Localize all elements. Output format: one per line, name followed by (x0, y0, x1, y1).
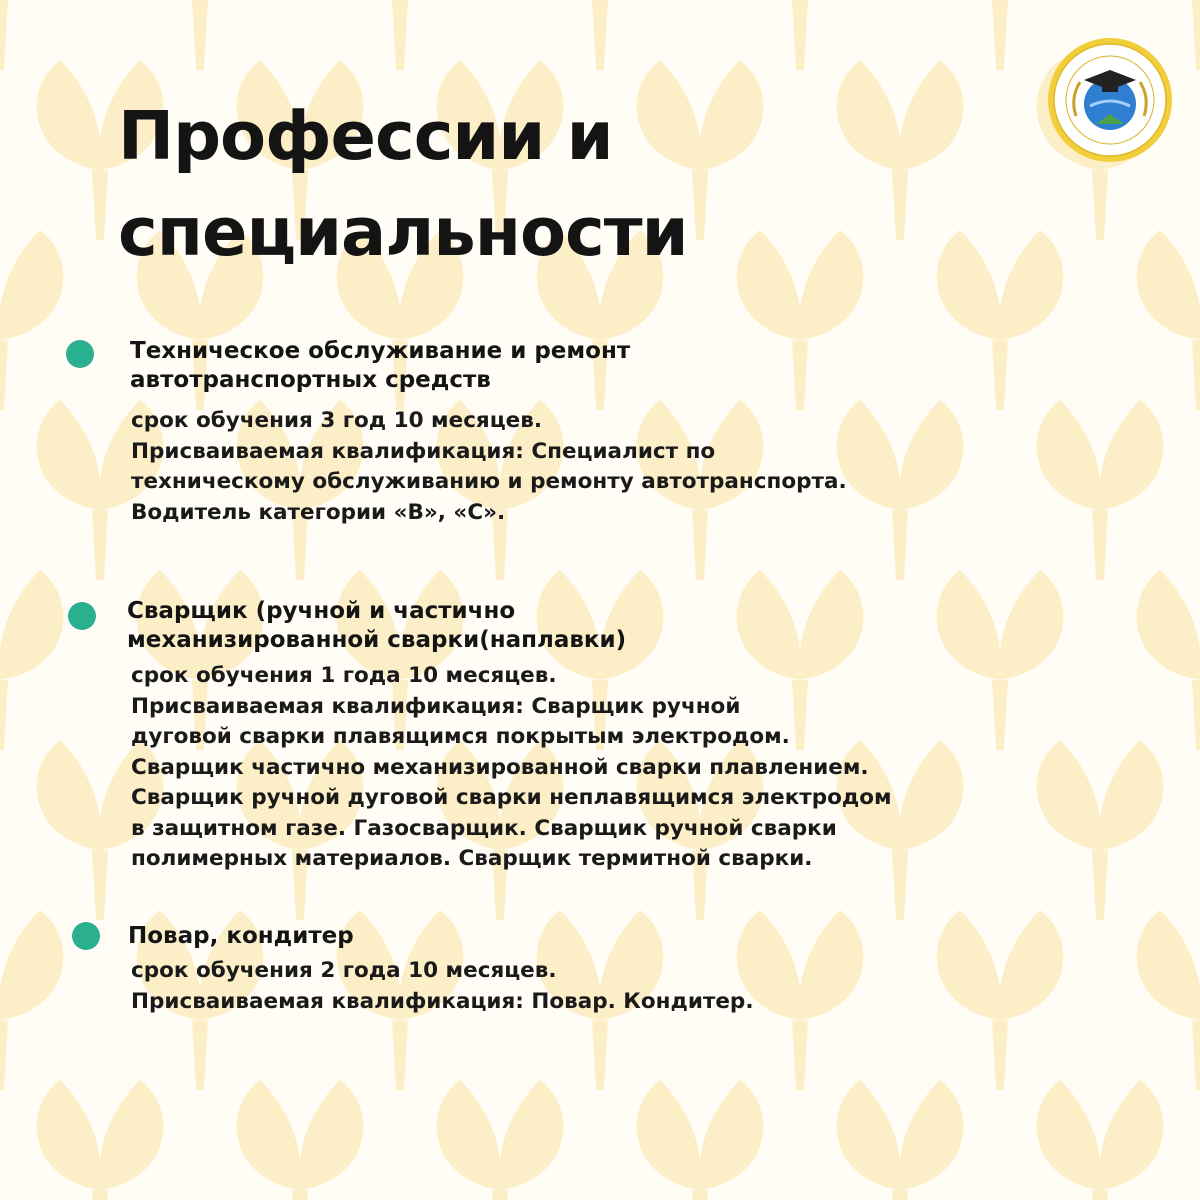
profession-title-line: Сварщик (ручной и частично (127, 598, 516, 624)
profession-description (131, 406, 847, 528)
profession-title-line: Повар, кондитер (128, 923, 354, 949)
description-line: в защитном газе. Газосварщик. Сварщик ручной сварки (131, 815, 837, 841)
profession-title (130, 337, 630, 395)
leaf-pair-shape (437, 1080, 564, 1200)
profession-title-line: Техническое обслуживание и ремонт (130, 338, 631, 364)
bullet-dot-icon (66, 340, 94, 368)
description-line: техническому обслуживанию и ремонту автотранспорта. (131, 469, 847, 494)
profession-title (128, 922, 354, 951)
profession-title (127, 597, 626, 655)
leaf-pair-shape (937, 910, 1064, 1090)
leaf-pair-shape (737, 230, 864, 410)
description-line: срок обучения 1 года 10 месяцев. (131, 663, 557, 688)
description-line: Присваиваемая квалификация: Специалист по (131, 438, 716, 464)
leaf-pair-shape (737, 910, 864, 1090)
bullet-dot-icon (68, 602, 96, 630)
description-line: полимерных материалов. Сварщик термитной сварки. (131, 846, 813, 871)
college-emblem-logo (1046, 36, 1174, 164)
leaf-pair-shape (837, 400, 964, 580)
profession-title-line: автотранспортных средств (130, 367, 491, 393)
leaf-pair-shape (137, 0, 264, 70)
leaf-pair-shape (1137, 910, 1200, 1090)
leaf-pair-shape (37, 1080, 164, 1200)
leaf-pair-shape (1037, 740, 1164, 920)
leaf-pair-shape (837, 1080, 964, 1200)
profession-description (131, 956, 754, 1017)
leaf-pair-shape (0, 910, 63, 1090)
description-line: срок обучения 3 год 10 месяцев. (131, 408, 543, 433)
leaf-pair-shape (837, 60, 964, 240)
profession-title-line: механизированной сварки(наплавки) (127, 627, 627, 653)
description-line: Присваиваемая квалификация: Сварщик ручной (131, 693, 741, 719)
leaf-pair-shape (0, 0, 63, 70)
leaf-pair-shape (637, 1080, 764, 1200)
title-line-2: специальности (118, 193, 688, 271)
description-line: Сварщик ручной дуговой сварки неплавящимся электродом (131, 785, 892, 810)
description-line: Водитель категории «В», «С». (131, 499, 506, 525)
leaf-pair-shape (0, 570, 63, 750)
leaf-pair-shape (537, 0, 664, 70)
description-line: дуговой сварки плавящимся покрытым электродом. (131, 724, 790, 749)
leaf-pair-shape (937, 570, 1064, 750)
description-line: срок обучения 2 года 10 месяцев. (131, 958, 557, 983)
page-title (118, 88, 688, 280)
leaf-pair-shape (337, 0, 464, 70)
leaf-pair-shape (1037, 1080, 1164, 1200)
leaf-pair-shape (937, 0, 1064, 70)
leaf-pair-shape (737, 0, 864, 70)
leaf-pair-shape (937, 230, 1064, 410)
leaf-pair-shape (1137, 570, 1200, 750)
leaf-pair-shape (237, 1080, 364, 1200)
profession-description (131, 661, 892, 875)
leaf-pair-shape (1137, 230, 1200, 410)
bullet-dot-icon (72, 922, 100, 950)
description-line: Присваиваемая квалификация: Повар. Кондитер. (131, 988, 754, 1014)
leaf-pair-shape (1037, 400, 1164, 580)
leaf-pair-shape (0, 230, 63, 410)
description-line: Сварщик частично механизированной сварки плавлением. (131, 754, 869, 780)
title-line-1: Профессии и (118, 97, 613, 175)
